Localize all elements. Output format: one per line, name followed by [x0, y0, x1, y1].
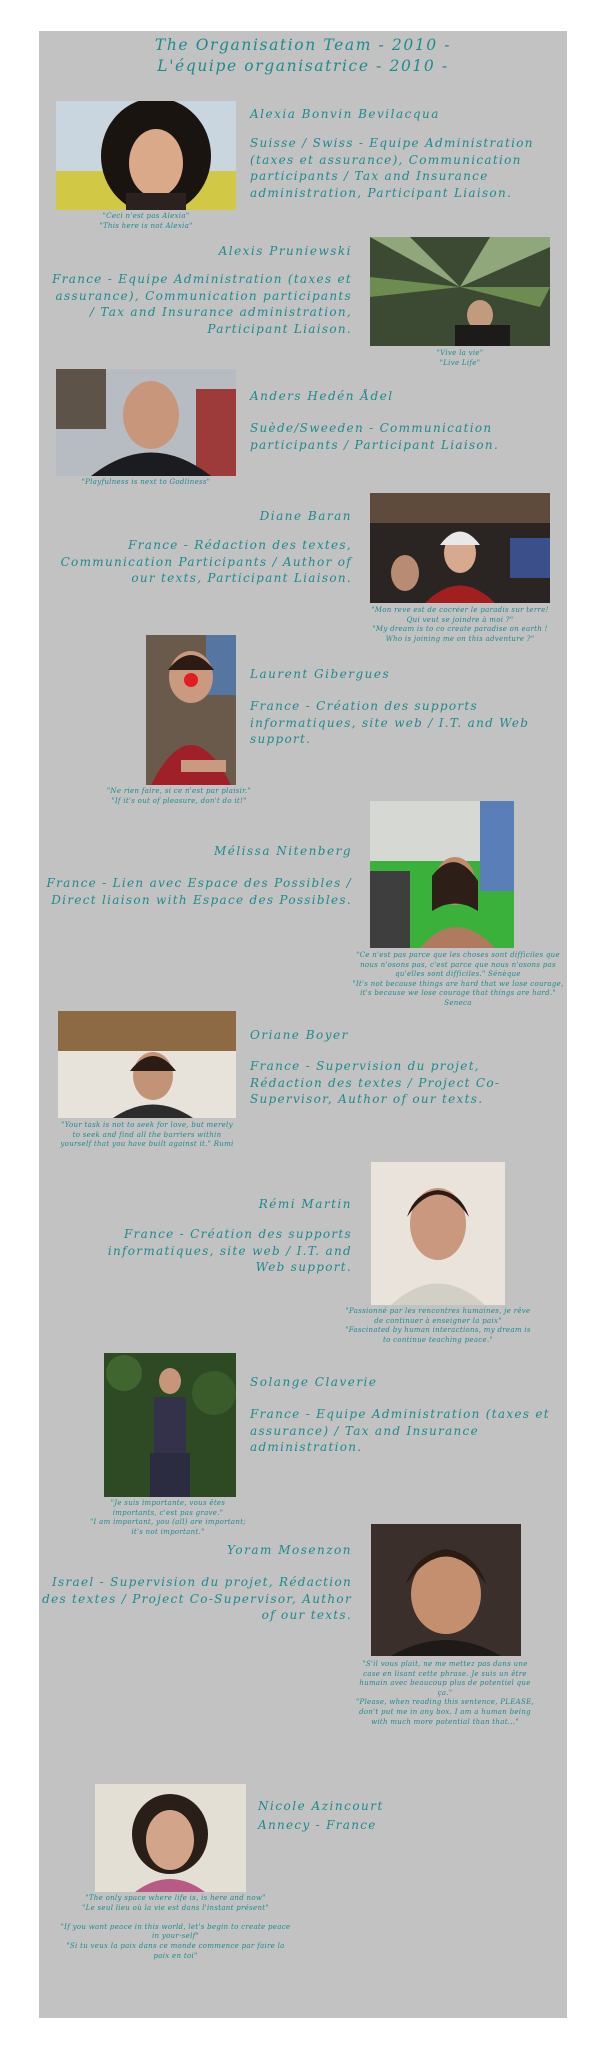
member-description: Suède/Sweeden - Communication participants / Participant Liaison. [250, 421, 500, 452]
member-quote: "Mon reve est de cocréer le paradis sur terre! Qui veut se joindre à moi ?" "My dream is to co create paradise on earth ! Who is joining me on this adventure ?" [371, 606, 549, 643]
nicole-photo [95, 1784, 246, 1892]
member-name: Oriane Boyer [250, 1028, 349, 1042]
member-name: Laurent Gibergues [250, 667, 391, 681]
anders-photo [56, 369, 236, 476]
diane-photo [370, 493, 550, 603]
member-name: Yoram Mosenzon [227, 1543, 352, 1557]
member-name: Nicole Azincourt [258, 1799, 384, 1813]
member-quote: "Your task is not to seek for love, but merely to seek and find all the barriers within yourself that you have built against it." Rumi [60, 1121, 234, 1149]
member-quote: "S'il vous plait, ne me mettez pas dans une case en lisant cette phrase. Je suis un être humain avec beaucoup plus de potentiel que ça." "Please, when reading this sentence, PLEASE, don't put me in any box. I am a human being with much more potential than that..." [355, 1660, 535, 1726]
member-quote: "Vive la vie" "Live Life" [436, 349, 484, 367]
melissa-photo [370, 801, 514, 948]
member-description: France - Lien avec Espace des Possibles / Direct liaison with Espace des Possibles. [46, 876, 352, 907]
member-name: Alexia Bonvin Bevilacqua [250, 107, 440, 121]
member-description: Israel - Supervision du projet, Rédaction des textes / Project Co-Supervisor, Author of our texts. [42, 1575, 352, 1622]
member-description: Annecy - France [258, 1818, 377, 1832]
member-name: Rémi Martin [258, 1197, 352, 1211]
member-quote: "The only space where life is, is here and now" "Le seul lieu où la vie est dans l'instant présent" "If you want peace in this world, let's begin to create peace in your-self" "Si tu veux la paix dans ce monde commence par faire la paix en toi" [60, 1894, 291, 1960]
member-name: Mélissa Nitenberg [213, 844, 352, 858]
member-name: Diane Baran [259, 509, 352, 523]
member-quote: "Playfulness is next to Godliness" [81, 478, 211, 486]
page-title: The Organisation Team - 2010 - [154, 36, 452, 54]
member-quote: "Passionné par les rencontres humaines, je rêve de continuer à enseigner la paix" "Fascinated by human interactions, my dream is to continue teaching peace." [345, 1307, 531, 1344]
member-description: France - Rédaction des textes, Communication Participants / Author of our texts, Participant Liaison. [60, 538, 352, 585]
solange-photo [104, 1353, 236, 1497]
member-quote: "Ceci n'est pas Alexia" "This here is not Alexia" [99, 212, 193, 230]
alexis-photo [370, 237, 550, 346]
member-description: France - Equipe Administration (taxes et assurance), Communication participants / Tax and Insurance administration, Participant Liaison. [52, 272, 352, 336]
page-subtitle: L'équipe organisatrice - 2010 - [157, 57, 449, 75]
member-quote: "Ne rien faire, si ce n'est par plaisir." "If it's out of pleasure, don't do it!" [106, 787, 252, 805]
remi-photo [371, 1162, 505, 1305]
oriane-photo [58, 1011, 236, 1118]
alexia-photo [56, 101, 236, 210]
member-name: Solange Claverie [250, 1375, 378, 1389]
member-quote: "Je suis importante, vous êtes importants, c'est pas grave." "I am important, you (all) are important; it's not important." [90, 1499, 246, 1536]
team-panel [39, 31, 567, 2018]
member-description: France - Création des supports informatiques, site web / I.T. and Web support. [107, 1227, 352, 1274]
member-quote: "Ce n'est pas parce que les choses sont difficiles que nous n'osons pas, c'est parce que nous n'osons pas qu'elles sont difficiles." Sénèque "It's not because things are hard that we lose courage, it's because we lose courage that things are hard." Seneca [352, 951, 564, 1007]
member-name: Anders Hedén Ådel [250, 389, 394, 403]
member-description: France - Création des supports informatiques, site web / I.T. and Web support. [250, 699, 530, 746]
yoram-photo [371, 1524, 521, 1656]
laurent-photo [146, 635, 236, 785]
member-description: Suisse / Swiss - Equipe Administration (taxes et assurance), Communication participants / Tax and Insurance administration, Participant Liaison. [250, 136, 534, 200]
member-description: France - Supervision du projet, Rédaction des textes / Project Co-Supervisor, Author of our texts. [250, 1059, 501, 1106]
member-description: France - Equipe Administration (taxes et assurance) / Tax and Insurance administration. [250, 1407, 550, 1454]
member-name: Alexis Pruniewski [218, 244, 352, 258]
